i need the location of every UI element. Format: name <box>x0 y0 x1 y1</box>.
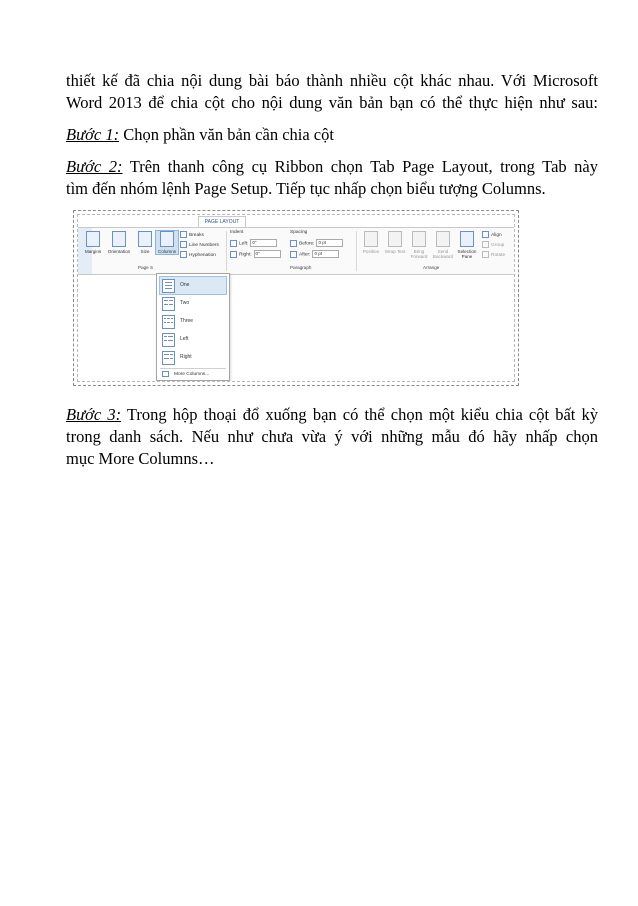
step-2-line-1 <box>66 156 598 178</box>
group-icon <box>482 241 489 248</box>
size-label: Size <box>140 249 150 254</box>
size-button[interactable] <box>134 231 156 254</box>
wrap-text-label: Wrap Text <box>384 249 406 254</box>
more-columns-label: More Columns... <box>174 372 210 377</box>
hyphenation-button[interactable] <box>180 251 216 259</box>
spacing-before-icon <box>290 240 297 247</box>
margins-icon <box>86 231 100 247</box>
bring-forward-icon <box>412 231 426 247</box>
step-1-paragraph <box>66 124 598 146</box>
one-column-icon <box>162 279 175 293</box>
step-1-text: Chọn phần văn bản cần chia cột <box>119 125 334 144</box>
ribbon <box>78 227 514 275</box>
group-button[interactable] <box>482 241 504 249</box>
spacing-before-field[interactable]: 0 pt <box>316 239 343 247</box>
indent-right[interactable] <box>230 250 281 258</box>
step-3-line-1 <box>66 404 598 426</box>
wrap-text-button[interactable] <box>384 231 406 254</box>
line-numbers-button[interactable] <box>180 241 219 249</box>
columns-icon <box>160 231 174 247</box>
position-button[interactable] <box>360 231 382 254</box>
indent-left-label: Left: <box>239 241 249 247</box>
orientation-label: Orientation <box>107 249 131 254</box>
spacing-after[interactable] <box>290 250 339 258</box>
hyphenation-icon <box>180 251 187 258</box>
columns-option-three-label: Three <box>180 318 194 324</box>
columns-option-right[interactable] <box>160 349 226 366</box>
rotate-button[interactable] <box>482 251 505 259</box>
columns-button[interactable] <box>156 231 178 254</box>
step-2-text-1: Trên thanh công cụ Ribbon chọn Tab Page Layout, trong Tab này <box>122 157 599 176</box>
position-icon <box>364 231 378 247</box>
right-columns-icon <box>162 351 175 365</box>
columns-option-right-label: Right <box>180 354 192 360</box>
spacing-before[interactable] <box>290 239 343 247</box>
orientation-button[interactable] <box>106 231 132 254</box>
step-2-line-2: tìm đến nhóm lệnh Page Setup. Tiếp tục nhấp chọn biểu tượng Columns. <box>66 179 546 198</box>
bring-forward-label: Bring Forward <box>410 249 428 259</box>
left-columns-icon <box>162 333 175 347</box>
page-setup-group-label: Page S <box>138 265 154 270</box>
send-backward-button[interactable] <box>432 231 454 259</box>
indent-right-label: Right: <box>239 252 252 258</box>
three-columns-icon <box>162 315 175 329</box>
columns-option-three[interactable] <box>160 313 226 330</box>
intro-line-1: thiết kế đã chia nội dung bài báo thành nhiều cột khác nhau. Với Microsoft <box>66 71 598 90</box>
spacing-header: Spacing <box>290 230 308 235</box>
columns-dropdown-menu <box>156 273 230 381</box>
margins-button[interactable] <box>82 231 104 254</box>
tab-bar <box>78 215 514 227</box>
indent-header: Indent <box>230 230 244 235</box>
two-columns-icon <box>162 297 175 311</box>
spacing-before-label: Before: <box>299 241 315 247</box>
step-3-line-2: trong danh sách. Nếu như chưa vừa ý với những mẫu đó hãy nhấp chọn <box>66 427 598 446</box>
step-3-line-3: mục More Columns… <box>66 449 215 468</box>
hyphenation-label: Hyphenation <box>189 252 216 258</box>
step-3-text-1: Trong hộp thoại đổ xuống bạn có thể chọn một kiểu chia cột bất kỳ <box>121 405 598 424</box>
indent-left-field[interactable]: 0" <box>250 239 277 247</box>
menu-separator <box>160 368 226 369</box>
orientation-icon <box>112 231 126 247</box>
tab-page-layout[interactable]: PAGE LAYOUT <box>198 216 246 227</box>
margins-label: Margins <box>84 249 102 254</box>
columns-option-one-label: One <box>180 282 190 288</box>
columns-option-left[interactable] <box>160 331 226 348</box>
more-columns-menu-item[interactable] <box>160 370 226 379</box>
columns-option-two[interactable] <box>160 295 226 312</box>
paragraph-group-label: Paragraph <box>290 265 312 270</box>
position-label: Position <box>362 249 380 254</box>
breaks-button[interactable] <box>180 231 204 239</box>
selection-pane-label: Selection Pane <box>457 249 477 259</box>
group-label: Group <box>491 242 505 248</box>
arrange-group-label: Arrange <box>423 265 440 270</box>
spacing-after-field[interactable]: 0 pt <box>312 250 339 258</box>
indent-left-icon <box>230 240 237 247</box>
breaks-icon <box>180 231 187 238</box>
indent-right-icon <box>230 251 237 258</box>
bring-forward-button[interactable] <box>408 231 430 259</box>
spacing-after-icon <box>290 251 297 258</box>
separator <box>226 231 227 271</box>
columns-option-one[interactable] <box>160 277 226 294</box>
align-label: Align <box>491 232 502 238</box>
indent-left[interactable] <box>230 239 277 247</box>
ribbon-screenshot-inner <box>77 214 515 382</box>
rotate-label: Rotate <box>491 252 506 258</box>
separator <box>356 231 357 271</box>
step-3-label: Bước 3: <box>66 405 122 424</box>
intro-line-2: Word 2013 để chia cột cho nội dung văn bản bạn có thể thực hiện như sau: <box>66 93 598 112</box>
send-backward-icon <box>436 231 450 247</box>
columns-option-two-label: Two <box>180 300 190 306</box>
indent-right-field[interactable]: 0" <box>254 250 281 258</box>
columns-option-left-label: Left <box>180 336 189 342</box>
breaks-label: Breaks <box>189 232 204 238</box>
step-1-label: Bước 1: <box>66 125 120 144</box>
columns-label: Columns <box>157 249 177 254</box>
line-numbers-label: Line Numbers <box>189 242 219 248</box>
more-columns-icon <box>162 371 169 377</box>
rotate-icon <box>482 251 489 258</box>
spacing-after-label: After: <box>299 252 311 258</box>
selection-pane-button[interactable] <box>456 231 478 259</box>
ribbon-screenshot-figure <box>73 210 519 386</box>
align-button[interactable] <box>482 231 502 239</box>
align-icon <box>482 231 489 238</box>
step-2-label: Bước 2: <box>66 157 123 176</box>
selection-pane-icon <box>460 231 474 247</box>
send-backward-label: Send Backward <box>432 249 454 259</box>
line-numbers-icon <box>180 241 187 248</box>
wrap-text-icon <box>388 231 402 247</box>
size-icon <box>138 231 152 247</box>
